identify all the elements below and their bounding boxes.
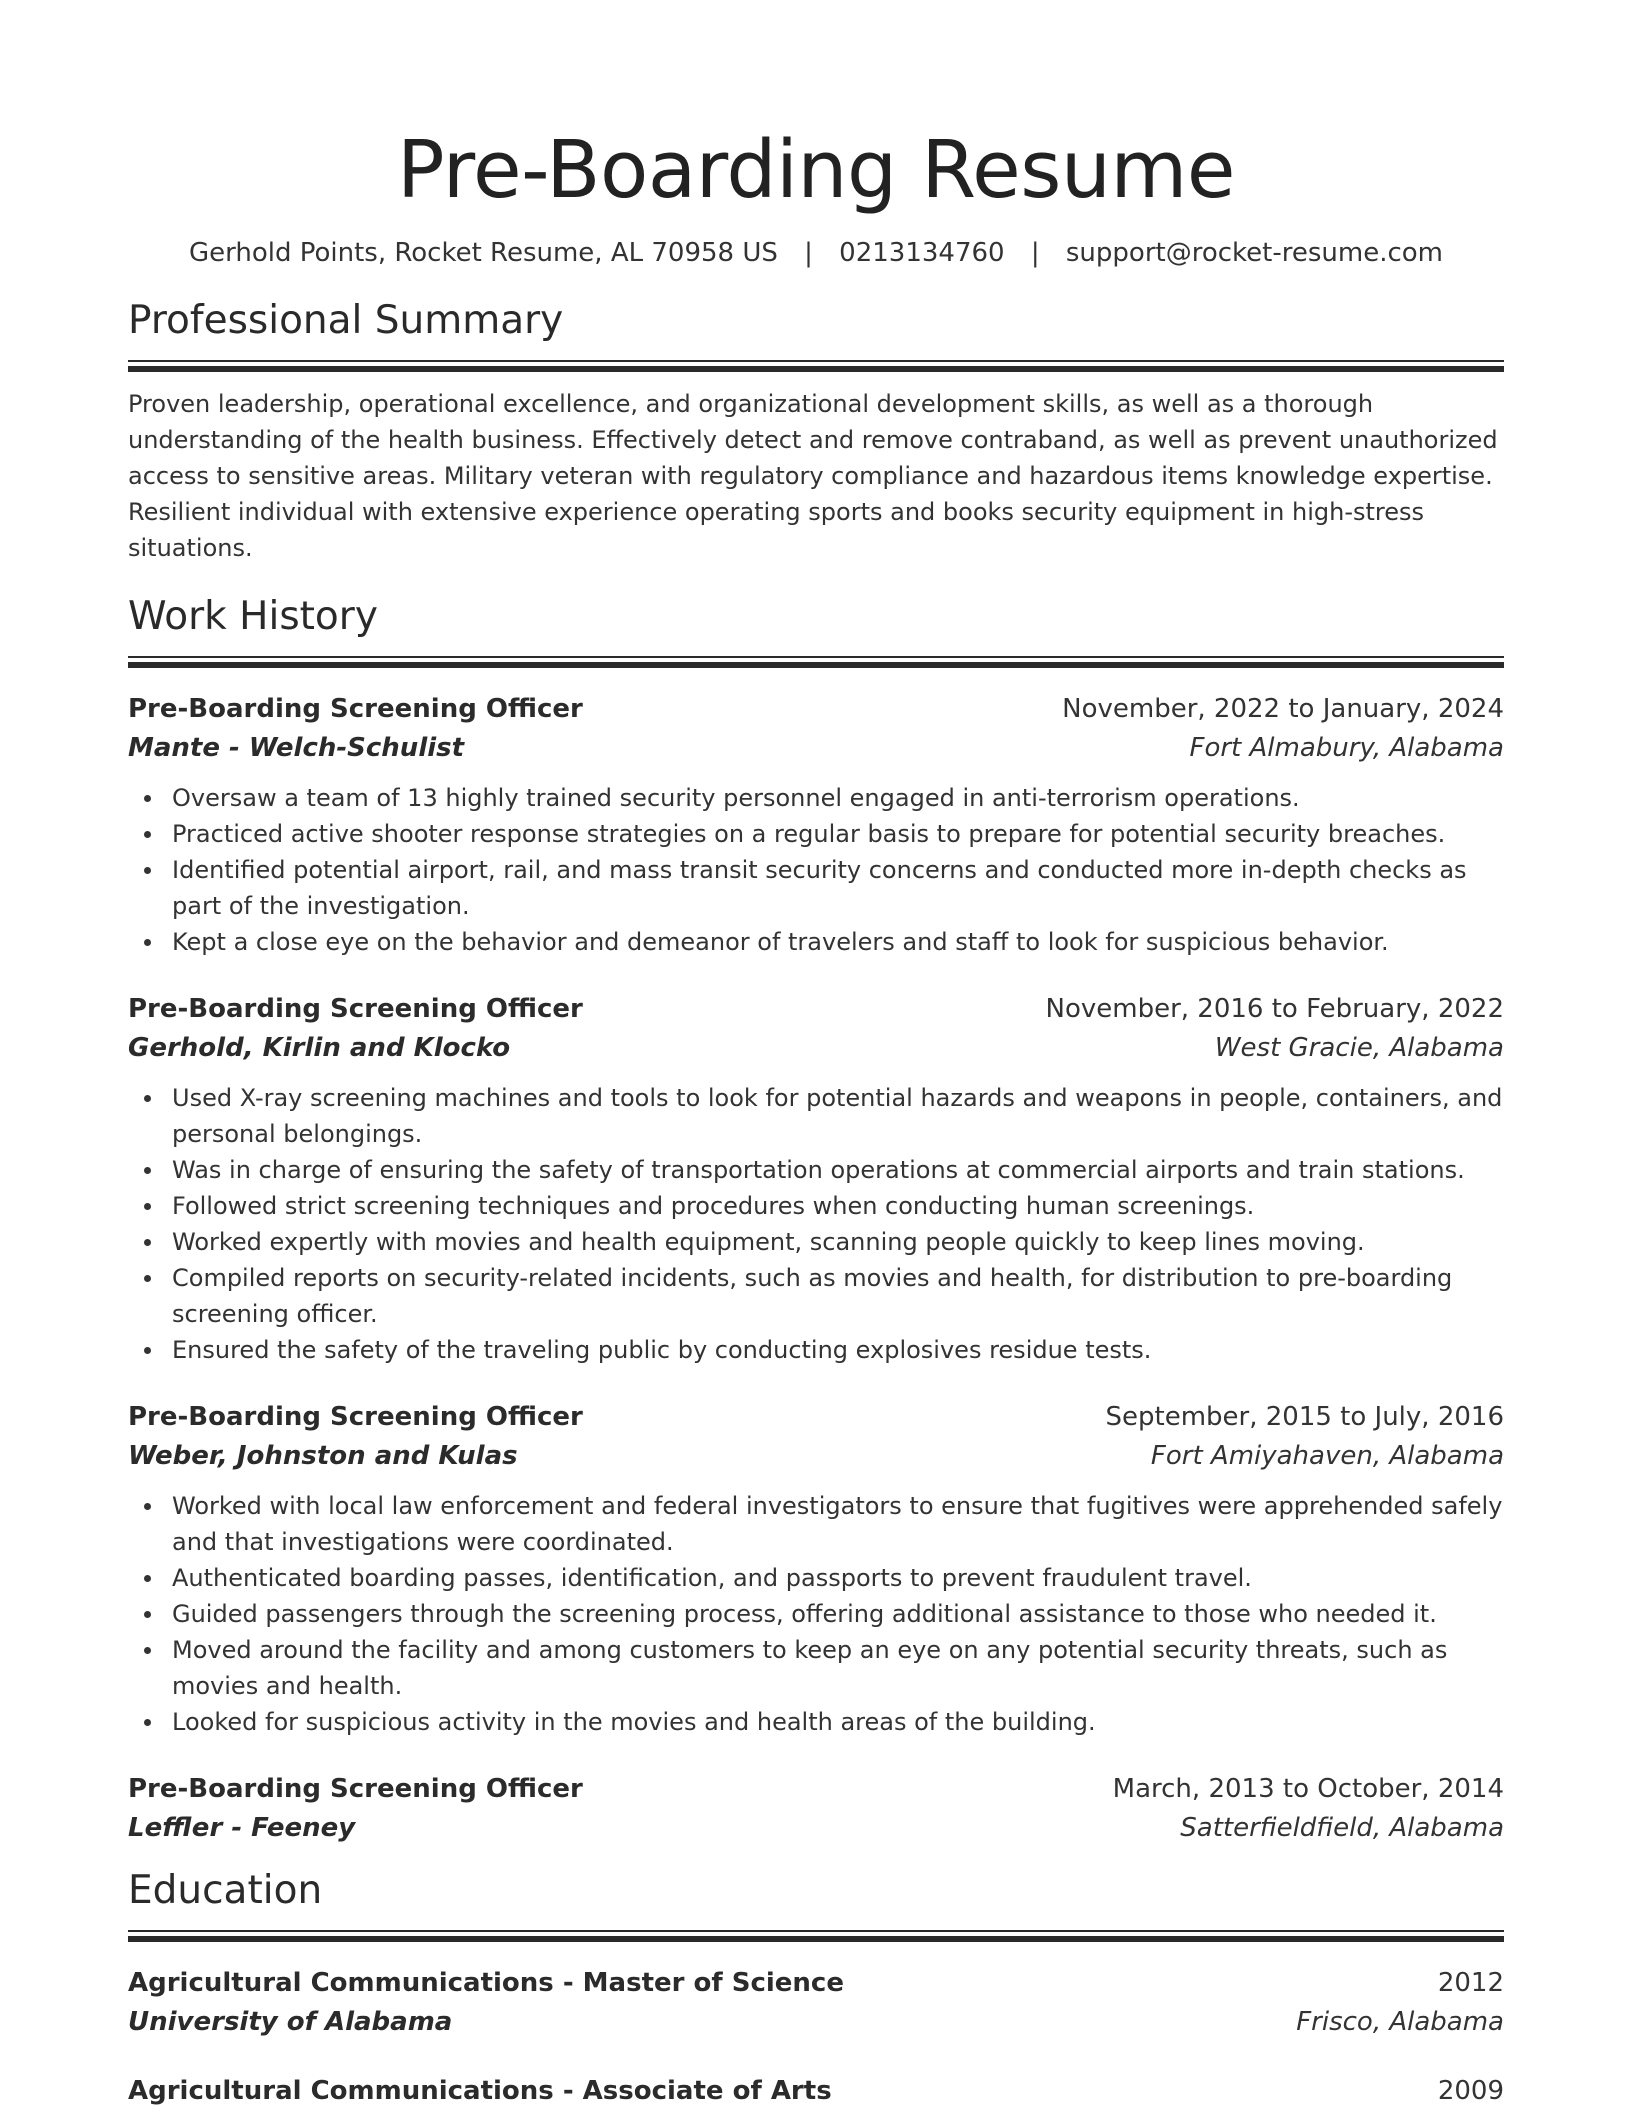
- job-bullet: Oversaw a team of 13 highly trained security personnel engaged in anti-terrorism operations.: [128, 780, 1504, 816]
- job-bullet: Guided passengers through the screening process, offering additional assistance to those who needed it.: [128, 1596, 1504, 1632]
- job-bullet: Authenticated boarding passes, identification, and passports to prevent fraudulent travel.: [128, 1560, 1504, 1596]
- job-dates: March, 2013 to October, 2014: [1112, 1774, 1504, 1804]
- job-dates: November, 2016 to February, 2022: [1045, 994, 1504, 1024]
- job-dates: September, 2015 to July, 2016: [1105, 1402, 1504, 1432]
- job-location: Fort Amiyahaven, Alabama: [1150, 1441, 1504, 1471]
- summary-text: Proven leadership, operational excellence, and organizational development skills, as well as a thorough understanding of the health business. Effectively detect and remove contraband, as well as prevent unauthorized access to sensitive areas. Military veteran with regulatory compliance and hazardous items knowledge expertise. Resilient individual with extensive experience operating sports and books security equipment in high-stress situations.: [128, 390, 1498, 562]
- education-entry: [128, 1964, 1504, 2042]
- job-entry: [128, 1398, 1504, 1740]
- job-bullet: Followed strict screening techniques and procedures when conducting human screenings.: [128, 1188, 1504, 1224]
- section-divider: [128, 656, 1504, 670]
- job-dates: November, 2022 to January, 2024: [1062, 694, 1504, 724]
- job-bullet: Worked expertly with movies and health equipment, scanning people quickly to keep lines moving.: [128, 1224, 1504, 1260]
- education-degree: Agricultural Communications - Master of Science: [128, 1968, 844, 1998]
- resume-title: Pre-Boarding Resume: [397, 124, 1235, 216]
- job-location: Fort Almabury, Alabama: [1189, 733, 1504, 763]
- job-title: Pre-Boarding Screening Officer: [128, 994, 583, 1024]
- job-location: West Gracie, Alabama: [1214, 1033, 1504, 1063]
- education-school: University of Alabama: [128, 2007, 453, 2037]
- contact-address: Gerhold Points, Rocket Resume, AL 70958 US: [188, 238, 778, 268]
- section-divider: [128, 1930, 1504, 1944]
- contact-phone: 0213134760: [839, 238, 1005, 268]
- education-degree: Agricultural Communications - Associate of Arts: [128, 2076, 832, 2106]
- summary-heading: Professional Summary: [128, 298, 564, 343]
- work-section-header: [128, 592, 1504, 670]
- job-company: Weber, Johnston and Kulas: [128, 1441, 518, 1471]
- job-title: Pre-Boarding Screening Officer: [128, 694, 583, 724]
- job-company: Gerhold, Kirlin and Klocko: [128, 1033, 511, 1063]
- job-entry: [128, 1770, 1504, 1848]
- job-entry: [128, 990, 1504, 1368]
- job-company: Leffler - Feeney: [128, 1813, 356, 1843]
- work-heading: Work History: [128, 594, 378, 639]
- education-year: 2012: [1437, 1968, 1504, 1998]
- job-bullets: [128, 1488, 1504, 1740]
- education-location: Frisco, Alabama: [1296, 2007, 1504, 2037]
- education-heading: Education: [128, 1868, 323, 1913]
- contact-separator: |: [1030, 238, 1040, 268]
- job-company: Mante - Welch-Schulist: [128, 733, 465, 763]
- job-bullets: [128, 780, 1504, 960]
- job-bullet: Practiced active shooter response strategies on a regular basis to prepare for potential security breaches.: [128, 816, 1504, 852]
- job-bullet: Was in charge of ensuring the safety of transportation operations at commercial airports and train stations.: [128, 1152, 1504, 1188]
- job-bullet: Kept a close eye on the behavior and demeanor of travelers and staff to look for suspicious behavior.: [128, 924, 1504, 960]
- contact-line: [128, 236, 1504, 270]
- contact-email: support@rocket-resume.com: [1065, 238, 1443, 268]
- contact-separator: |: [804, 238, 813, 268]
- job-bullets: [128, 1080, 1504, 1368]
- job-bullet: Worked with local law enforcement and federal investigators to ensure that fugitives were apprehended safely and that investigations were coordinated.: [128, 1488, 1504, 1560]
- job-title: Pre-Boarding Screening Officer: [128, 1402, 583, 1432]
- job-title: Pre-Boarding Screening Officer: [128, 1774, 583, 1804]
- section-divider: [128, 360, 1504, 374]
- education-section-header: [128, 1866, 1504, 1944]
- job-bullet: Identified potential airport, rail, and mass transit security concerns and conducted more in-depth checks as part of the investigation.: [128, 852, 1504, 924]
- job-bullet: Moved around the facility and among customers to keep an eye on any potential security threats, such as movies and health.: [128, 1632, 1504, 1704]
- job-bullet: Compiled reports on security-related incidents, such as movies and health, for distribution to pre-boarding screening officer.: [128, 1260, 1504, 1332]
- summary-section-header: [128, 296, 1504, 374]
- job-bullet: Ensured the safety of the traveling public by conducting explosives residue tests.: [128, 1332, 1504, 1368]
- education-year: 2009: [1437, 2076, 1504, 2106]
- job-location: Satterfieldfield, Alabama: [1180, 1813, 1504, 1843]
- job-bullet: Looked for suspicious activity in the movies and health areas of the building.: [128, 1704, 1504, 1740]
- job-bullet: Used X-ray screening machines and tools to look for potential hazards and weapons in people, containers, and personal belongings.: [128, 1080, 1504, 1152]
- education-entry: [128, 2072, 1504, 2110]
- job-entry: [128, 690, 1504, 960]
